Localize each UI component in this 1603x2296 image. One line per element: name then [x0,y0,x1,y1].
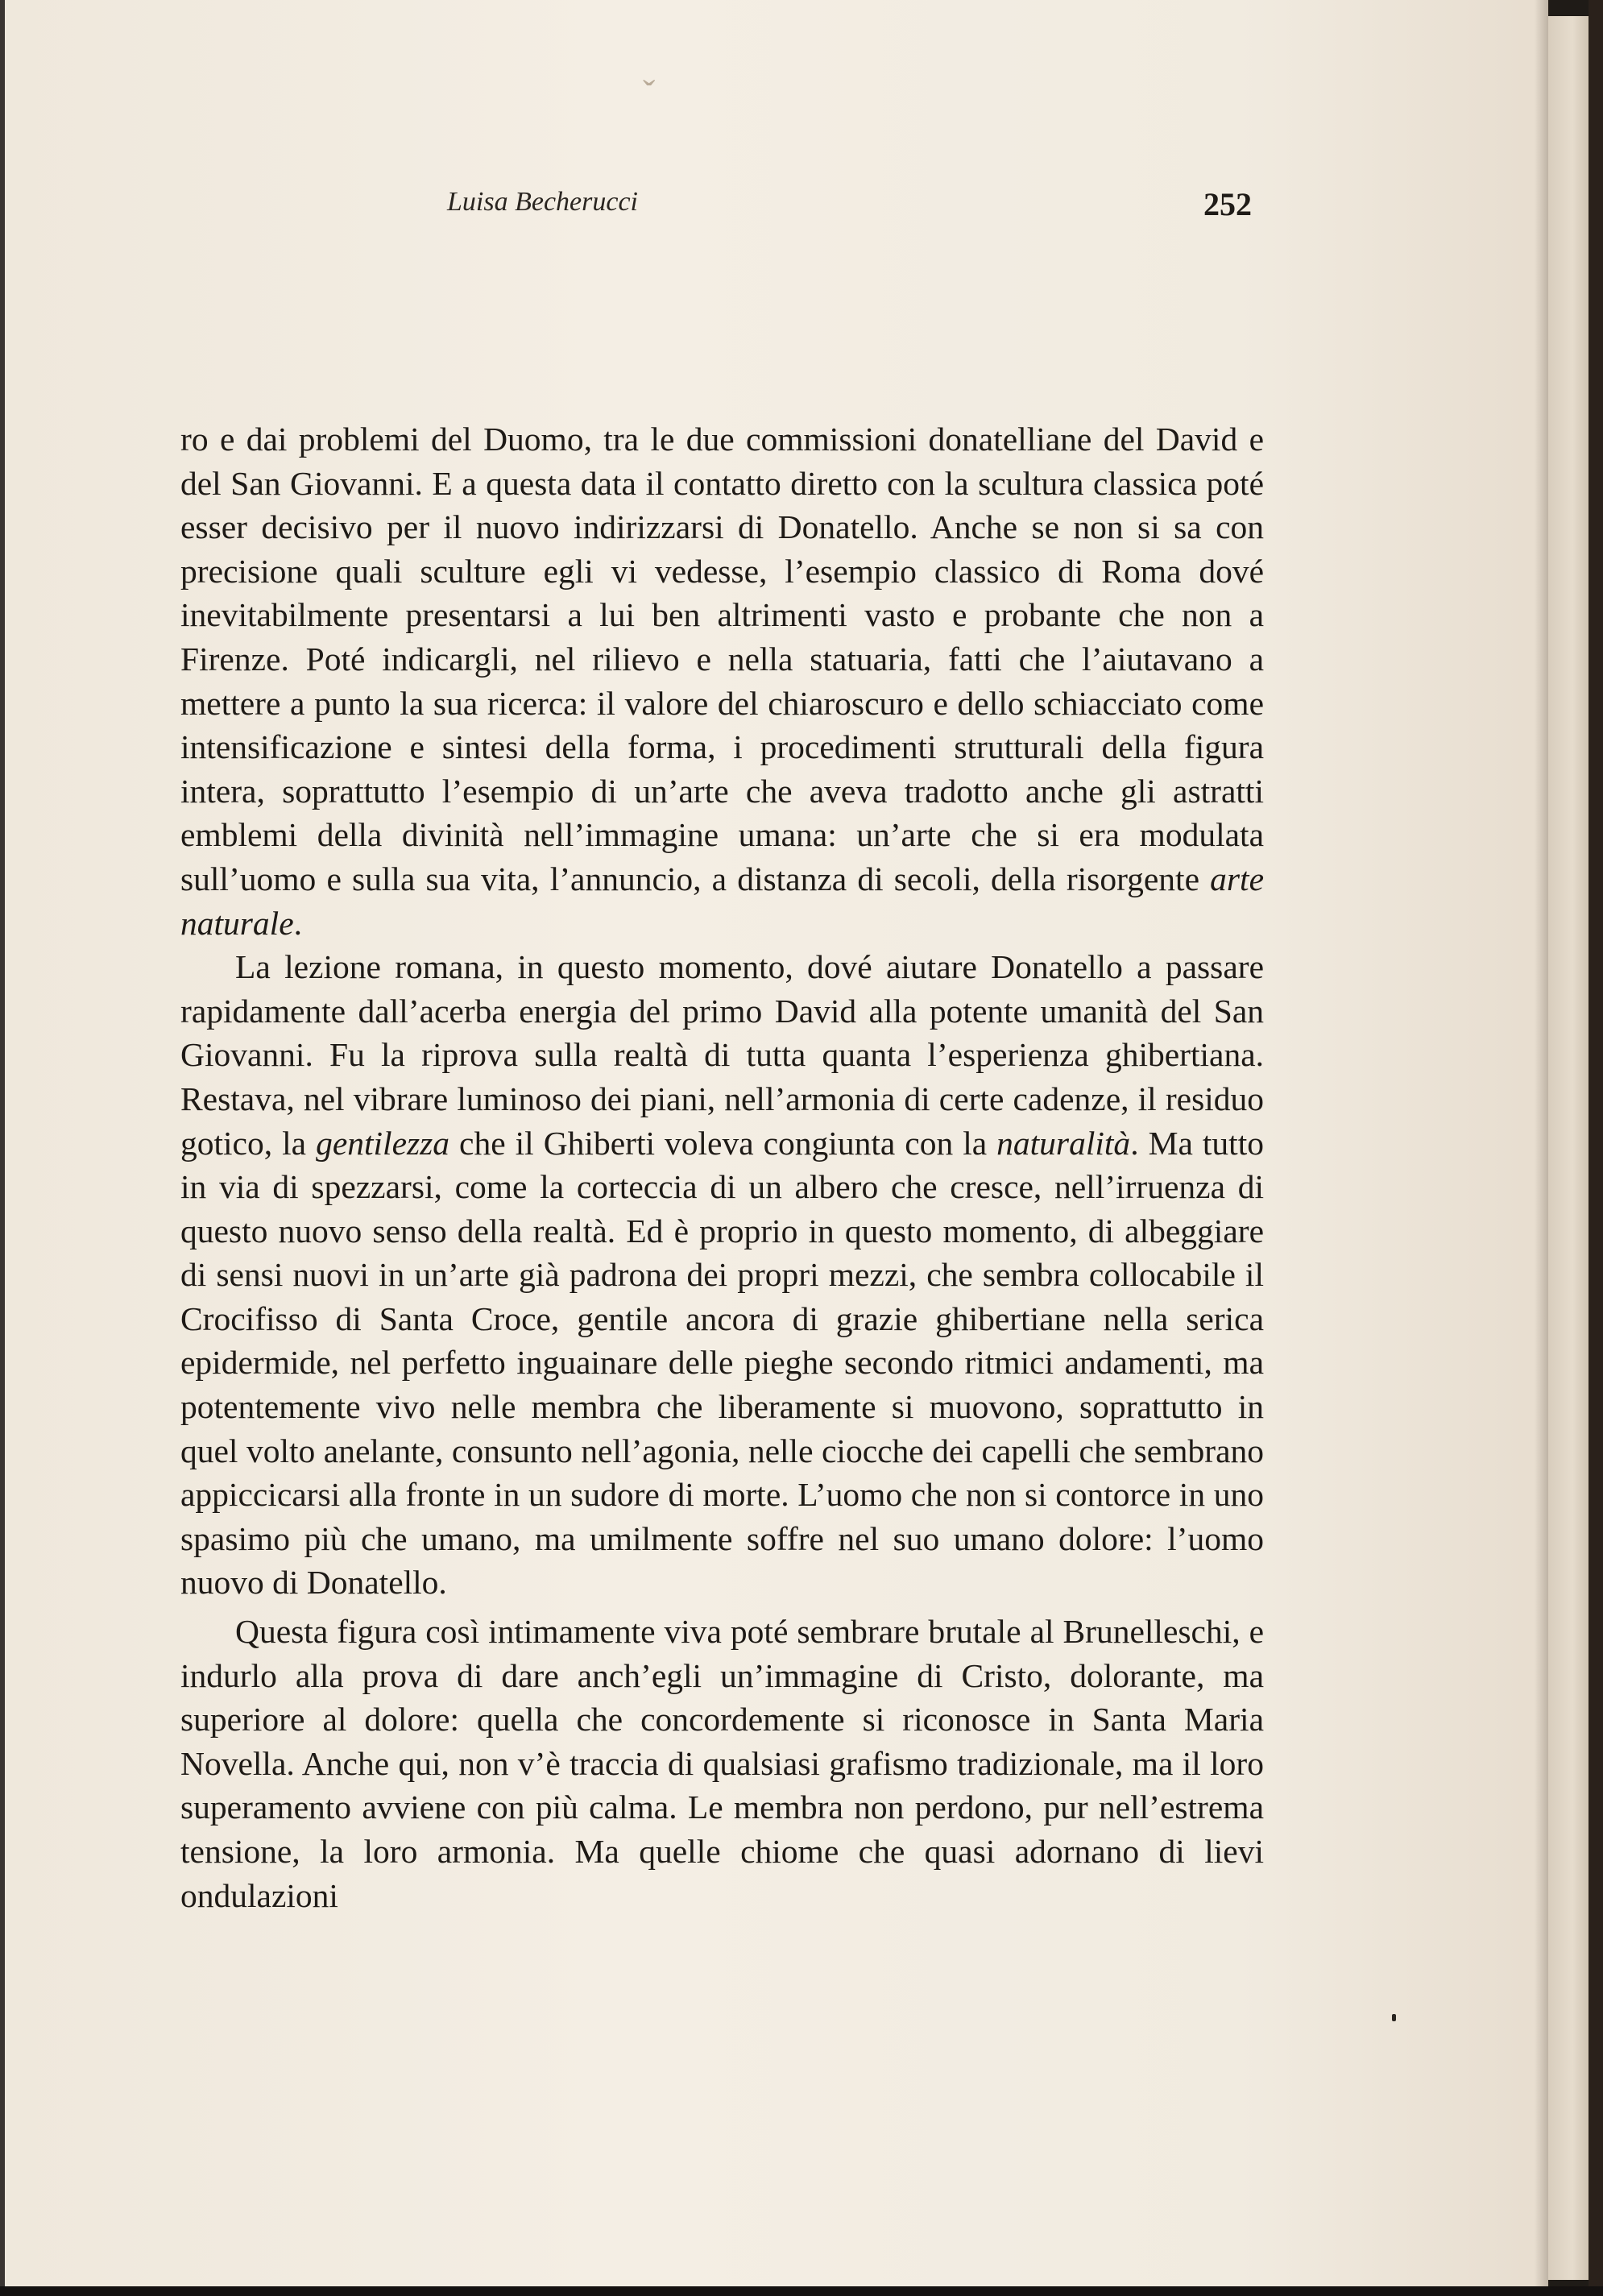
text-run: Questa figura così intimamente viva poté sembrare brutale al Brunelleschi, e indurlo alla prova di dare anch’egli un’immagine di Cristo, dolorante, ma superiore al dolore: quella che concordemente si riconosce in Santa Maria Novella. Anche qui, non v’è traccia di qualsiasi grafismo tradizionale, ma il loro superamento avviene con più calma. Le membra non perdono, pur nell’estrema tensione, la loro armonia. Ma quelle chiome che quasi adornano di lievi ondulazioni [180,1613,1264,1914]
text-run: . [293,904,303,942]
running-head-author: Luisa Becherucci [447,187,638,217]
text-run: La lezione romana, in questo momento, dové aiutare Donatello a passare rapidamente dall’acerba energia del primo David alla potente umanità del San Giovanni. Fu la riprova sulla realtà di tutta quanta l’esperienza ghibertiana. Restava, nel vibrare luminoso dei piani, nell’armonia di certe cadenze, il residuo gotico, la [180,948,1264,1162]
italic-phrase: gentilezza [316,1124,450,1162]
paragraph-3 [180,1610,1264,1917]
scan-right-edge [1589,0,1603,2296]
body-text [180,417,1264,1917]
scan-bottom-edge [0,2286,1603,2296]
scan-left-edge [0,0,5,2296]
italic-phrase: naturalità [996,1124,1131,1162]
text-run: che il Ghiberti voleva congiunta con la [449,1124,997,1162]
text-run: ro e dai problemi del Duomo, tra le due commissioni donatelliane del David e del San Giovanni. E a questa data il contatto diretto con la scultura classica poté esser decisivo per il nuovo indirizzarsi di Donatello. Anche se non si sa con precisione quali sculture egli vi vedesse, l’esempio classico di Roma dové inevitabilmente presentarsi a lui ben altrimenti vasto e probante che non a Firenze. Poté indicargli, nel rilievo e nella statuaria, fatti che l’aiutavano a mettere a punto la sua ricerca: il valore del chiaroscuro e dello schiacciato come intensificazione e sintesi della forma, i procedimenti strutturali della figura intera, soprattutto l’esempio di un’arte che aveva tradotto anche gli astratti emblemi della divinità nell’immagine umana: un’arte che si era modulata sull’uomo e sulla sua vita, l’annuncio, a distanza di secoli, della risorgente [180,421,1264,897]
page-number: 252 [1203,186,1252,222]
text-run: . Ma tutto in via di spezzarsi, come la corteccia di un albero che cresce, nell’irruenza di questo nuovo senso della realtà. Ed è proprio in questo momento, di albeggiare di sensi nuovi in un’arte già padrona dei propri mezzi, che sembra collocabile il Crocifisso di Santa Croce, gentile ancora di grazie ghibertiane nella serica epidermide, nel perfetto inguainare delle pieghe secondo ritmici andamenti, ma potentemente vivo nelle membra che liberamente si muovono, soprattutto in quel volto anelante, consunto nell’agonia, nelle ciocche dei capelli che sembrano appiccicarsi alla fronte in un sudore di morte. L’uomo che non si contorce in uno spasimo più che umano, ma umilmente soffre nel suo umano dolore: l’uomo nuovo di Donatello. [180,1124,1264,1602]
paper-blemish-mark: ˇ [643,73,656,114]
margin-dot [1392,2014,1396,2021]
paragraph-1 [180,417,1264,945]
italic-phrase: arte naturale [180,860,1264,942]
paragraph-2 [180,945,1264,1605]
adjacent-page-edge [1548,16,1589,2280]
spine-shadow [1535,0,1549,2296]
